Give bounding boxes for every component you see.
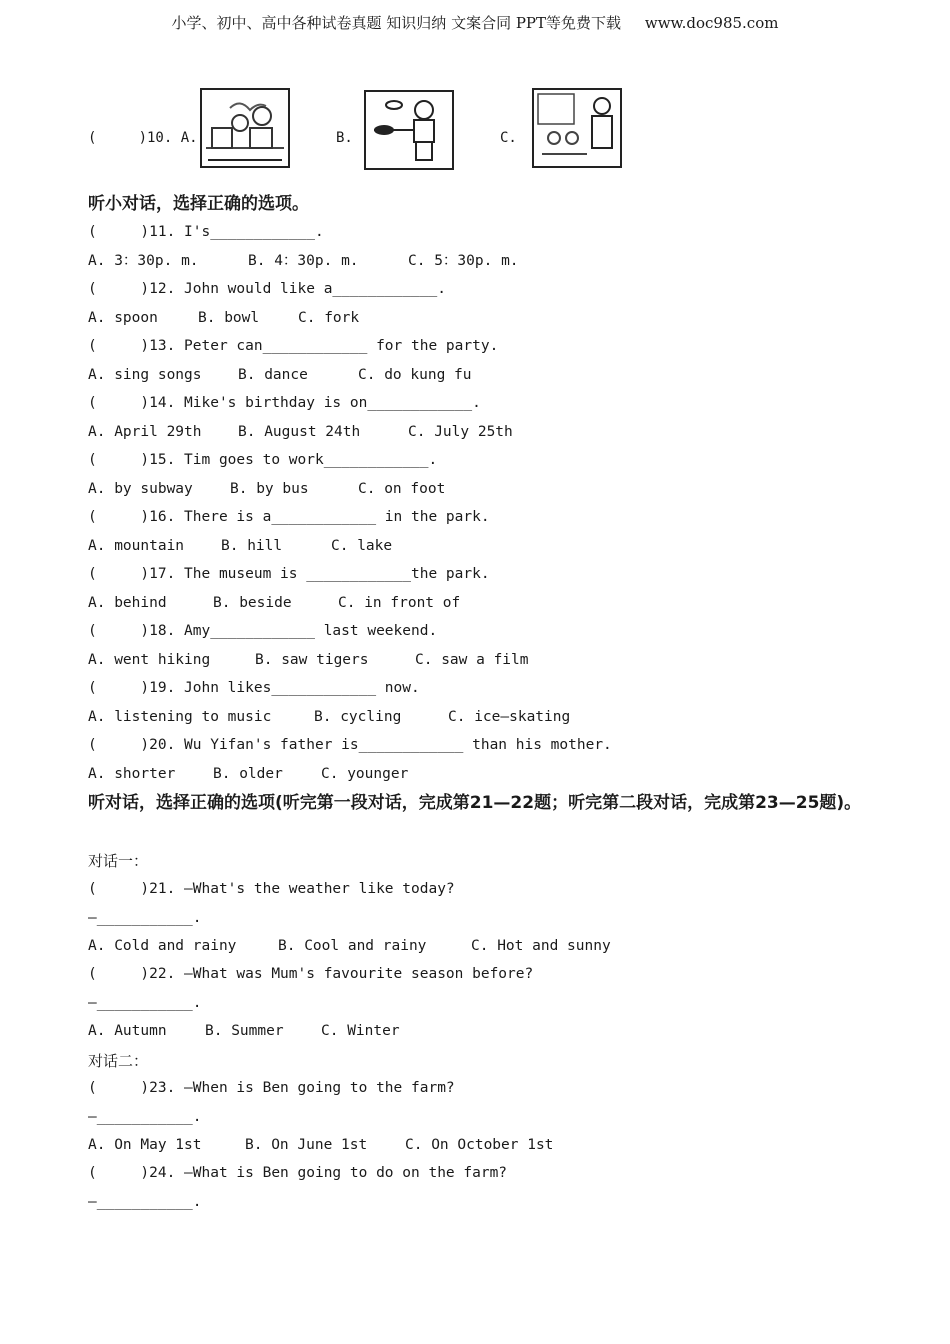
answer-option: B. saw tigers — [255, 652, 369, 668]
picture-c-icon — [532, 88, 622, 168]
answer-option: A. shorter — [88, 766, 176, 782]
answer-option: B. beside — [213, 595, 292, 611]
answer-option: B. August 24th — [238, 424, 361, 440]
question-stem: ( )19. John likes____________ now. — [88, 680, 420, 696]
answer-option: B. bowl — [198, 310, 260, 326]
answer-option: C. on foot — [358, 481, 446, 497]
dialog-answer-blank: —___________. — [88, 910, 202, 926]
answer-option: A. spoon — [88, 310, 158, 326]
answer-option: A. behind — [88, 595, 167, 611]
answer-option: C. in front of — [338, 595, 461, 611]
question-stem: ( )11. I's____________. — [88, 224, 324, 240]
question-stem: ( )14. Mike's birthday is on____________. — [88, 395, 481, 411]
answer-option: C. On October 1st — [405, 1137, 554, 1153]
answer-option: B. by bus — [230, 481, 309, 497]
q10-option-b: B. — [336, 130, 353, 146]
question-stem: ( )20. Wu Yifan's father is____________ than his mother. — [88, 737, 612, 753]
dialog-answer-blank: —___________. — [88, 1194, 202, 1210]
answer-option: B. 4：30p. m. — [248, 253, 359, 269]
answer-option: B. Cool and rainy — [278, 938, 427, 954]
answer-option: C. 5：30p. m. — [408, 253, 519, 269]
question-stem: ( )18. Amy____________ last weekend. — [88, 623, 438, 639]
answer-option: C. July 25th — [408, 424, 513, 440]
q10-stem: ( )10. A. — [88, 130, 198, 146]
answer-option: A. sing songs — [88, 367, 202, 383]
answer-option: A. 3：30p. m. — [88, 253, 199, 269]
answer-option: A. April 29th — [88, 424, 202, 440]
dialog-question-stem: ( )23. —When is Ben going to the farm? — [88, 1080, 455, 1096]
answer-option: A. On May 1st — [88, 1137, 202, 1153]
section-title-short-dialogues: 听小对话，选择正确的选项。 — [88, 194, 309, 214]
answer-option: C. fork — [298, 310, 360, 326]
answer-option: C. ice—skating — [448, 709, 571, 725]
page-header: 小学、初中、高中各种试卷真题 知识归纳 文案合同 PPT等免费下载 www.doc985.com — [171, 14, 779, 32]
answer-option: B. hill — [221, 538, 283, 554]
answer-option: C. do kung fu — [358, 367, 472, 383]
answer-option: C. younger — [321, 766, 409, 782]
answer-option: C. saw a film — [415, 652, 529, 668]
dialog-answer-blank: —___________. — [88, 1109, 202, 1125]
question-stem: ( )12. John would like a____________. — [88, 281, 446, 297]
q10-option-c: C. — [500, 130, 517, 146]
question-stem: ( )16. There is a____________ in the park. — [88, 509, 490, 525]
section-title-dialogues: 听对话，选择正确的选项(听完第一段对话，完成第21—22题；听完第二段对话，完成第23—25题)。 — [88, 793, 862, 813]
picture-a-icon — [200, 88, 290, 168]
answer-option: C. Winter — [321, 1023, 400, 1039]
picture-b-icon — [364, 90, 454, 170]
answer-option: A. Cold and rainy — [88, 938, 237, 954]
answer-option: B. dance — [238, 367, 308, 383]
answer-option: A. listening to music — [88, 709, 272, 725]
answer-option: A. went hiking — [88, 652, 211, 668]
answer-option: B. Summer — [205, 1023, 284, 1039]
answer-option: B. cycling — [314, 709, 402, 725]
dialog-answer-blank: —___________. — [88, 995, 202, 1011]
dialog-question-stem: ( )22. —What was Mum's favourite season before? — [88, 966, 534, 982]
question-stem: ( )15. Tim goes to work____________. — [88, 452, 438, 468]
answer-option: B. older — [213, 766, 283, 782]
answer-option: B. On June 1st — [245, 1137, 368, 1153]
answer-option: A. mountain — [88, 538, 185, 554]
dialog-question-stem: ( )21. —What's the weather like today? — [88, 881, 455, 897]
answer-option: C. Hot and sunny — [471, 938, 611, 954]
question-10 — [88, 86, 648, 170]
question-stem: ( )13. Peter can____________ for the party. — [88, 338, 499, 354]
dialog-question-stem: ( )24. —What is Ben going to do on the farm? — [88, 1165, 508, 1181]
dialog-two-label: 对话二： — [88, 1052, 149, 1070]
answer-option: A. Autumn — [88, 1023, 167, 1039]
question-stem: ( )17. The museum is ____________the park. — [88, 566, 490, 582]
dialog-one-label: 对话一： — [88, 852, 149, 870]
answer-option: A. by subway — [88, 481, 193, 497]
answer-option: C. lake — [331, 538, 393, 554]
